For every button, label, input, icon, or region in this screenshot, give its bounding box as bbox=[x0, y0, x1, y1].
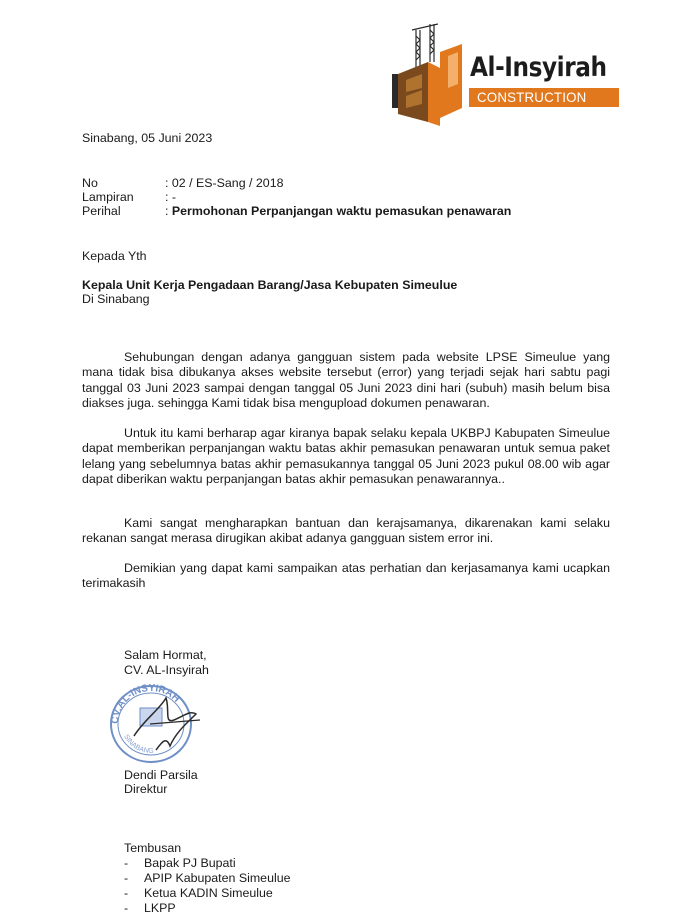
stamp-city: SINABANG bbox=[122, 733, 154, 755]
stamp-text: CV.AL-INSYIRAH bbox=[109, 682, 182, 725]
cc-item: APIP Kabupaten Simeulue bbox=[144, 871, 291, 885]
greeting: Kepada Yth bbox=[82, 249, 147, 263]
meta-label-perihal: Perihal bbox=[82, 204, 121, 218]
cc-item: Bapak PJ Bupati bbox=[144, 856, 236, 870]
cc-item: Ketua KADIN Simeulue bbox=[144, 886, 273, 900]
meta-value-lampiran: : - bbox=[165, 190, 177, 204]
company-stamp-signature bbox=[104, 680, 204, 766]
meta-value-perihal bbox=[165, 204, 511, 219]
paragraph-4: Demikian yang dapat kami sampaikan atas perhatian dan kerjasamanya kami ucapkan terimakasih bbox=[82, 561, 610, 591]
company-logo bbox=[392, 22, 624, 126]
paragraph-3: Kami sangat mengharapkan bantuan dan kerajsamanya, dikarenakan kami selaku rekanan sangat merasa dirugikan akibat adanya gangguan sistem error ini. bbox=[82, 516, 610, 546]
cc-bullet: - bbox=[124, 871, 129, 885]
logo-name: Al-Insyirah bbox=[470, 52, 607, 83]
cc-item: LKPP bbox=[144, 901, 176, 915]
meta-value-perihal-text: Permohonan Perpanjangan waktu pemasukan penawaran bbox=[171, 204, 512, 218]
cc-label: Tembusan bbox=[124, 841, 182, 855]
meta-label-no: No bbox=[82, 176, 98, 190]
cc-bullet: - bbox=[124, 901, 129, 915]
meta-value-no: : 02 / ES-Sang / 2018 bbox=[165, 176, 284, 190]
cc-bullet: - bbox=[124, 886, 129, 900]
signer-title: Direktur bbox=[124, 782, 168, 796]
place-date: Sinabang, 05 Juni 2023 bbox=[82, 131, 213, 145]
meta-value-perihal-prefix: : bbox=[165, 204, 172, 218]
cc-bullet: - bbox=[124, 856, 129, 870]
building-icon bbox=[392, 22, 472, 126]
recipient: Kepala Unit Kerja Pengadaan Barang/Jasa Kebupaten Simeulue bbox=[82, 278, 458, 292]
signer-name: Dendi Parsila bbox=[124, 768, 198, 782]
paragraph-1: Sehubungan dengan adanya gangguan sistem pada website LPSE Simeulue yang mana tidak bisa dibukanya akses website tersebut (error) yang terjadi sejak hari sabtu pagi tanggal 03 Juni 2023 sampai dengan tanggal 05 Juni 2023 dini hari (subuh) masih belum bisa diakses juga. sehingga Kami tidak bisa mengupload dokumen penawaran. bbox=[82, 350, 610, 410]
meta-label-lampiran: Lampiran bbox=[82, 190, 134, 204]
company-name: CV. AL-Insyirah bbox=[124, 663, 209, 677]
logo-subtitle: CONSTRUCTION bbox=[477, 89, 587, 105]
closing: Salam Hormat, bbox=[124, 648, 207, 662]
paragraph-2: Untuk itu kami berharap agar kiranya bapak selaku kepala UKBPJ Kabupaten Simeulue dapat memberikan perpanjangan waktu batas akhir pemasukan penawaran untuk semua paket lelang yang sebelumnya batas akhir pemasukannya tanggal 05 Juni 2023 pukul 08.00 wib agar dapat diberikan waktu perpanjangan batas akhir pemasukan penawarannya.. bbox=[82, 426, 610, 486]
recipient-location: Di Sinabang bbox=[82, 292, 150, 306]
